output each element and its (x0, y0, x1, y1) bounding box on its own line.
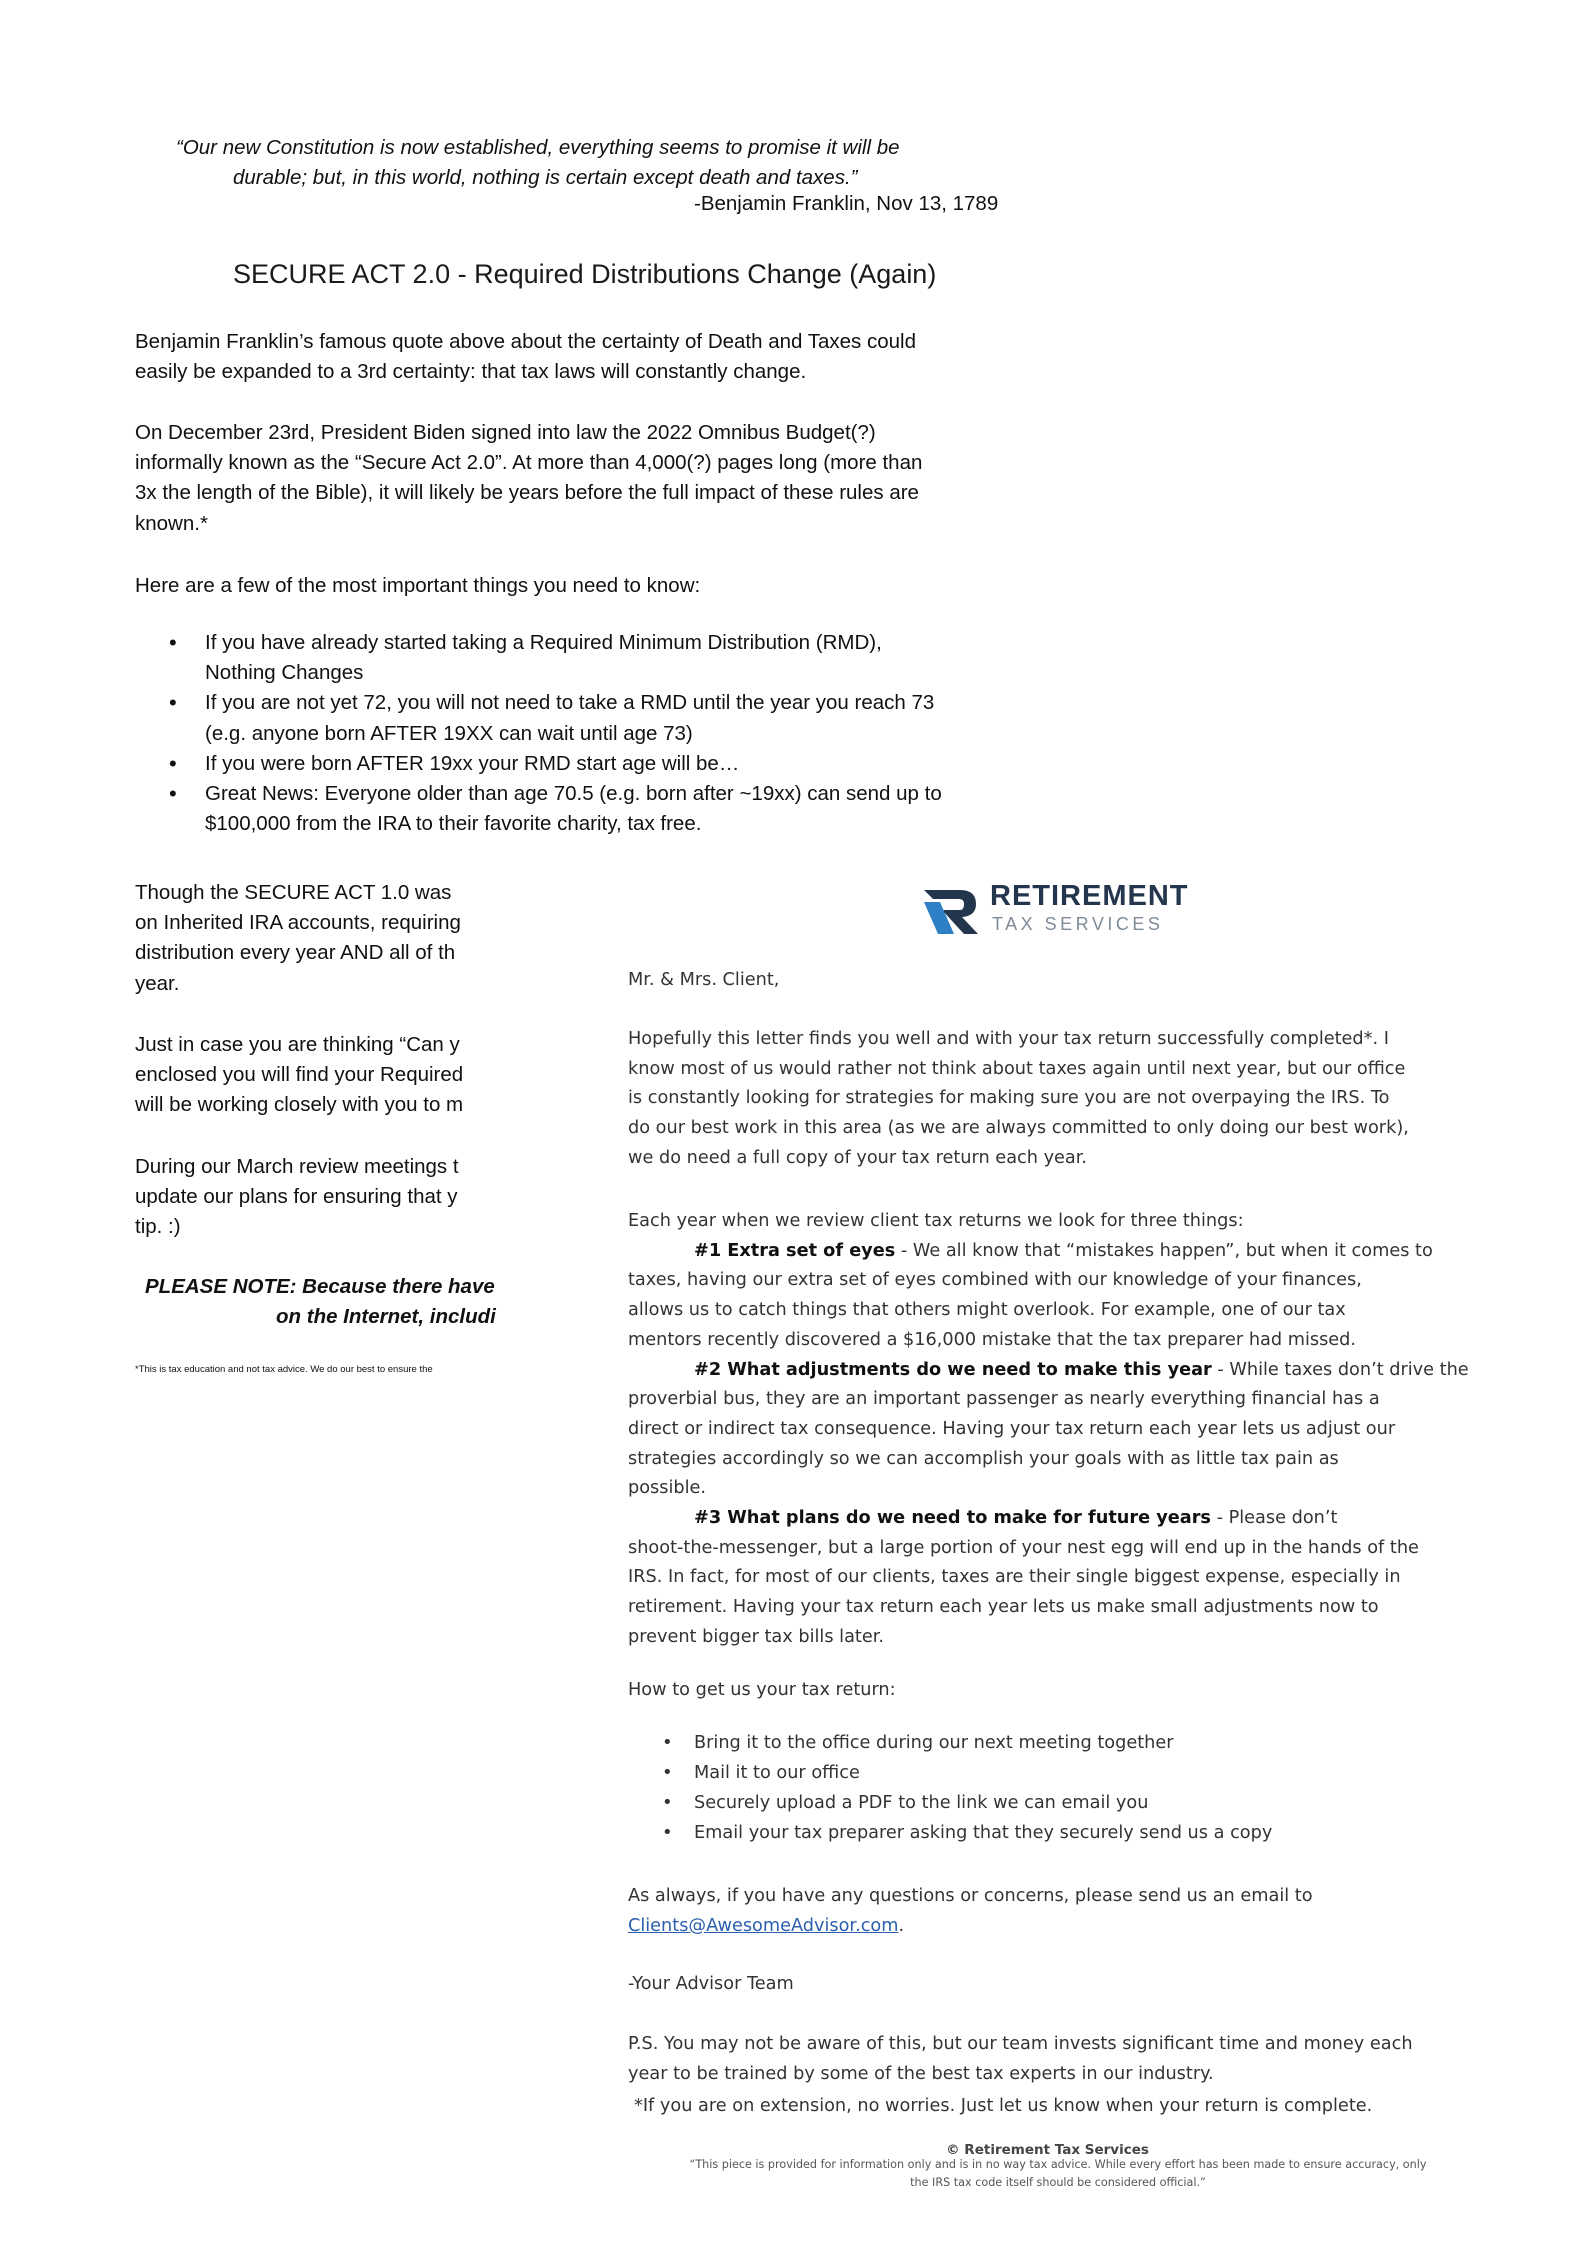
text-line: tip. :) (135, 1215, 181, 1239)
text-line: enclosed you will find your Required (135, 1063, 464, 1087)
text-line: $100,000 from the IRA to their favorite charity, tax free. (205, 812, 702, 836)
text-line: will be working closely with you to m (135, 1093, 464, 1117)
text-line: year to be trained by some of the best tax experts in our industry. (628, 2063, 1214, 2084)
thing-heading: #1 Extra set of eyes (694, 1240, 896, 1261)
text-line: we do need a full copy of your tax return each year. (628, 1147, 1088, 1168)
text-line: allows us to catch things that others might overlook. For example, one of our tax (628, 1300, 1346, 1321)
list-item (135, 628, 1065, 688)
retirement-tax-services-logo-icon (920, 880, 982, 942)
text-line: retirement. Having your tax return each year lets us make small adjustments now to (628, 1597, 1379, 1618)
list-item: • Mail it to our office (628, 1758, 1488, 1788)
text-line: know most of us would rather not think about taxes again until next year, but our office (628, 1058, 1406, 1079)
thing-heading: #3 What plans do we need to make for future years (694, 1508, 1211, 1529)
text-line: • If you are not yet 72, you will not need to take a RMD until the year you reach 73 (205, 691, 935, 715)
text-line: update our plans for ensuring that y (135, 1185, 458, 1209)
article-title: SECURE ACT 2.0 - Required Distributions Change (Again) (233, 259, 937, 289)
text-line: P.S. You may not be aware of this, but our team invests significant time and money each (628, 2034, 1413, 2054)
text-line: direct or indirect tax consequence. Having your tax return each year lets us adjust our (628, 1418, 1396, 1439)
copyright: © Retirement Tax Services (946, 2142, 1149, 2158)
company-logo (920, 880, 1200, 942)
logo-name: RETIREMENT (990, 880, 1189, 912)
list-item: • Email your tax preparer asking that they securely send us a copy (628, 1818, 1488, 1848)
text-line: year. (135, 971, 180, 995)
text-line: mentors recently discovered a $16,000 mistake that the tax preparer had missed. (628, 1329, 1357, 1350)
text-line: Clients@AwesomeAdvisor.com. (628, 1915, 905, 1936)
text-line: On December 23rd, President Biden signed into law the 2022 Omnibus Budget(?) (135, 421, 876, 444)
text-line: Though the SECURE ACT 1.0 was (135, 881, 452, 904)
text-line: strategies accordingly so we can accomplish your goals with as little tax pain as (628, 1448, 1339, 1469)
text-line: prevent bigger tax bills later. (628, 1626, 884, 1647)
clipped-paragraph-3 (135, 1152, 505, 1243)
text-line: 3x the length of the Bible), it will likely be years before the full impact of these rules are (135, 481, 919, 505)
text-line (628, 1237, 1488, 1267)
text-line: easily be expanded to a 3rd certainty: that tax laws will constantly change. (135, 360, 807, 384)
list-item: • Securely upload a PDF to the link we can email you (628, 1788, 1488, 1818)
list-item (135, 688, 1065, 748)
list-item: • Bring it to the office during our next meeting together (628, 1728, 1488, 1758)
text-line: Nothing Changes (205, 661, 364, 685)
text-line: Benjamin Franklin’s famous quote above about the certainty of Death and Taxes could (135, 330, 917, 353)
text-line: Hopefully this letter finds you well and with your tax return successfully completed*. I (628, 1029, 1389, 1049)
text-line: distribution every year AND all of th (135, 941, 456, 965)
text-line: shoot-the-messenger, but a large portion of your nest egg will end up in the hands of the (628, 1537, 1419, 1558)
text-span: - Please don’t (1210, 1508, 1338, 1529)
letter-paragraph-1 (628, 1025, 1488, 1174)
text-line: do our best work in this area (as we are always committed to only doing our best work), (628, 1118, 1409, 1139)
text-line: • Great News: Everyone older than age 70.5 (e.g. born after ~19xx) can send up to (205, 782, 942, 806)
text-line: on Inherited IRA accounts, requiring (135, 911, 461, 935)
clipped-paragraph-2 (135, 1030, 505, 1121)
article-paragraph-3: Here are a few of the most important things you need to know: (135, 574, 701, 597)
please-note-callout (135, 1272, 505, 1332)
list-item (135, 779, 1065, 839)
how-to-intro: How to get us your tax return: (628, 1680, 896, 1700)
clipped-paragraph-1 (135, 878, 505, 999)
text-line (628, 1504, 1488, 1534)
text-line: PLEASE NOTE: Because there have (145, 1275, 495, 1298)
signoff: -Your Advisor Team (628, 1974, 794, 1994)
email-link[interactable]: Clients@AwesomeAdvisor.com (628, 1915, 899, 1936)
article-paragraph-2 (135, 418, 1065, 539)
text-span: - While taxes don’t drive the (1211, 1359, 1469, 1380)
text-span: - We all know that “mistakes happen”, but when it comes to (895, 1240, 1433, 1261)
list-item (135, 749, 1065, 779)
text-line: “This piece is provided for information only and is in no way tax advice. While every effort has been made to ensure accuracy, only (689, 2158, 1427, 2171)
quote-line-2: durable; but, in this world, nothing is certain except death and taxes.” (233, 166, 858, 189)
text-line: is constantly looking for strategies for making sure you are not overpaying the IRS. To (628, 1088, 1390, 1109)
text-line: taxes, having our extra set of eyes combined with our knowledge of your finances, (628, 1270, 1362, 1291)
text-line: the IRS tax code itself should be considered official.” (910, 2176, 1206, 2189)
extension-note: *If you are on extension, no worries. Just let us know when your return is complete. (634, 2096, 1373, 2116)
postscript (628, 2030, 1488, 2089)
disclaimer (638, 2156, 1478, 2192)
article-footnote: *This is tax education and not tax advice. We do our best to ensure the (135, 1364, 433, 1375)
text-line (628, 1356, 1488, 1386)
text-line: IRS. In fact, for most of our clients, taxes are their single biggest expense, especially in (628, 1567, 1401, 1588)
text-line: • If you have already started taking a Required Minimum Distribution (RMD), (205, 631, 882, 654)
text-line: Just in case you are thinking “Can y (135, 1033, 460, 1056)
text-line: (e.g. anyone born AFTER 19XX can wait until age 73) (205, 721, 693, 745)
quote-line-1: “Our new Constitution is now established, everything seems to promise it will be (176, 136, 900, 159)
thing-heading: #2 What adjustments do we need to make this year (694, 1359, 1212, 1380)
text-line: known.* (135, 511, 208, 535)
text-line: informally known as the “Secure Act 2.0”. At more than 4,000(?) pages long (more than (135, 451, 923, 475)
text-line: During our March review meetings t (135, 1155, 459, 1178)
how-to-list (628, 1728, 1488, 1848)
text-line: on the Internet, includi (276, 1305, 496, 1329)
contact-paragraph (628, 1882, 1488, 1941)
text-line: proverbial bus, they are an important passenger as nearly everything financial has a (628, 1389, 1380, 1410)
article-paragraph-1 (135, 327, 1065, 387)
text-line: Each year when we review client tax returns we look for three things: (628, 1211, 1244, 1231)
text-line: • If you were born AFTER 19xx your RMD start age will be… (205, 751, 740, 775)
salutation: Mr. & Mrs. Client, (628, 970, 780, 990)
client-letter (508, 860, 1587, 2245)
logo-subtitle: TAX SERVICES (992, 914, 1164, 934)
text-line: possible. (628, 1478, 707, 1499)
text-line: As always, if you have any questions or concerns, please send us an email to (628, 1886, 1313, 1906)
quote-attribution: -Benjamin Franklin, Nov 13, 1789 (694, 192, 999, 215)
rmd-bullet-list (135, 628, 1065, 839)
three-things-section (628, 1207, 1488, 1653)
